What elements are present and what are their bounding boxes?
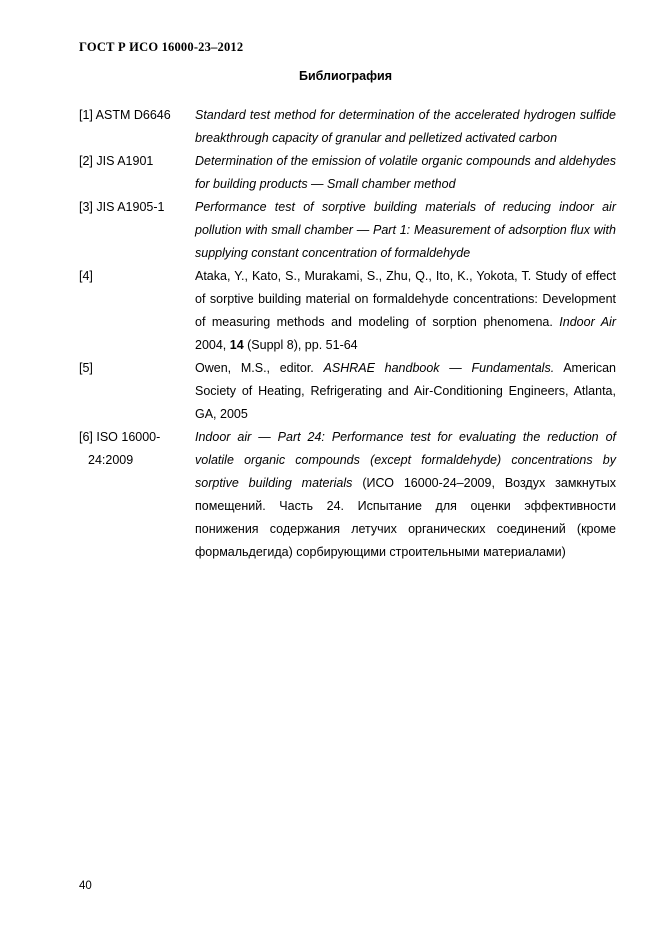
- bibliography-entry: [79, 265, 616, 357]
- reference-id: [79, 265, 195, 288]
- bibliography-entry: [79, 426, 616, 564]
- reference-id: [79, 357, 195, 380]
- reference-id: [79, 426, 195, 472]
- reference-title: Performance test of sorptive building materials of reducing indoor air pollution with small chamber — Part 1: Measurement of adsorption flux with supplying constant concentration of formaldehyde: [195, 200, 616, 260]
- reference-title: Determination of the emission of volatile organic compounds and aldehydes for building products — Small chamber method: [195, 154, 616, 191]
- bibliography-entry: [79, 196, 616, 265]
- reference-id: [79, 150, 195, 173]
- reference-code: [4]: [79, 269, 93, 283]
- reference-russian-equivalent: (ИСО 16000-24–2009, Воздух замкнутых помещений. Часть 24. Испытание для оценки эффективности понижения содержания летучих органических соединений (кроме формальдегида) сорбирующими строительными материалами): [195, 476, 616, 559]
- bibliography-title: Библиография: [298, 69, 393, 83]
- reference-pages: (Suppl 8), pp. 51-64: [243, 338, 358, 352]
- reference-volume: 14: [229, 338, 244, 352]
- reference-code: [2] JIS A1901: [79, 154, 154, 168]
- reference-authors: Ataka, Y., Kato, S., Murakami, S., Zhu, Q., Ito, K., Yokota, T. Study of effect of sorptive building material on formaldehyde concentrations: Development of measuring methods and modeling of sorption phenomena.: [195, 269, 616, 329]
- page-number: 40: [79, 880, 92, 892]
- reference-code-continued: 24:2009: [88, 453, 134, 467]
- bibliography-entry: [79, 104, 616, 150]
- reference-journal: Indoor Air: [559, 315, 617, 329]
- reference-publisher: American Society of Heating, Refrigerating and Air-Conditioning Engineers, Atlanta, GA, 2005: [195, 361, 617, 421]
- reference-code: [3] JIS A1905-1: [79, 200, 165, 214]
- reference-code: [6] ISO 16000-: [79, 430, 161, 444]
- bibliography-entry: [79, 150, 616, 196]
- reference-text: [195, 150, 616, 196]
- reference-text: [195, 196, 616, 265]
- reference-code: [1] ASTM D6646: [79, 108, 171, 122]
- document-code: ГОСТ Р ИСО 16000-23–2012: [79, 40, 244, 54]
- reference-year: 2004,: [195, 338, 230, 352]
- reference-text: [195, 104, 616, 150]
- reference-id: [79, 196, 195, 219]
- reference-text: [195, 357, 616, 426]
- reference-text: [195, 426, 616, 564]
- reference-authors: Owen, M.S., editor.: [195, 361, 324, 375]
- reference-title: Indoor air — Part 24: Performance test for evaluating the reduction of volatile organic compounds (except formaldehyde) concentrations by sorptive building materials: [195, 430, 616, 490]
- reference-text: [195, 265, 616, 357]
- reference-book: ASHRAE handbook — Fundamentals.: [323, 361, 555, 375]
- reference-id: [79, 104, 195, 127]
- bibliography-list: [79, 104, 616, 564]
- reference-code: [5]: [79, 361, 93, 375]
- bibliography-entry: [79, 357, 616, 426]
- reference-title: Standard test method for determination of the accelerated hydrogen sulfide breakthrough capacity of granular and pelletized activated carbon: [195, 108, 616, 145]
